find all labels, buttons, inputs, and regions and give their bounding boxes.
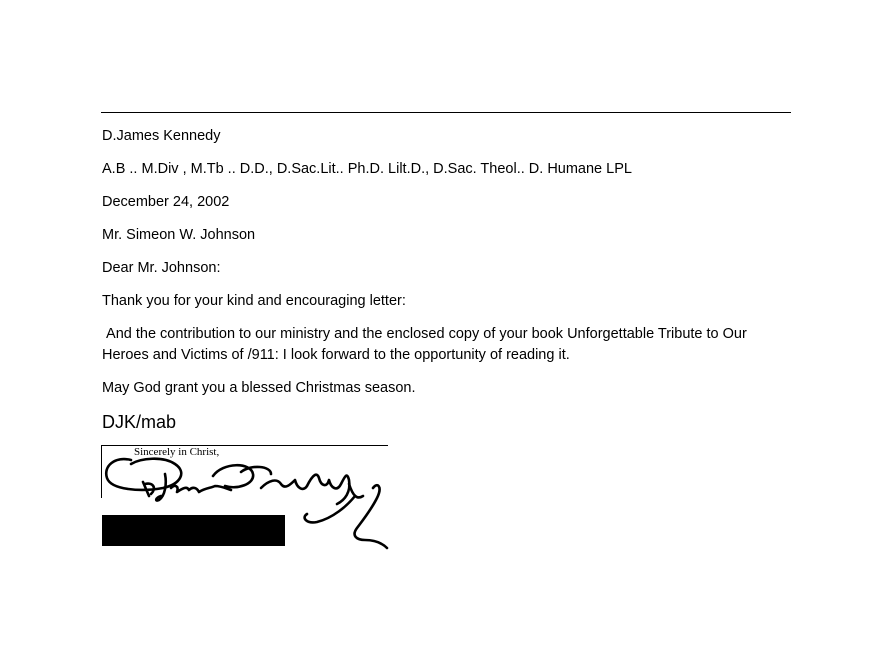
recipient-name: Mr. Simeon W. Johnson bbox=[102, 227, 256, 243]
body-paragraph-3: May God grant you a blessed Christmas season. bbox=[102, 380, 416, 396]
sender-name: D.James Kennedy bbox=[102, 128, 221, 144]
salutation: Dear Mr. Johnson: bbox=[102, 260, 221, 276]
sender-credentials: A.B .. M.Div , M.Tb .. D.D., D.Sac.Lit.. Ph.D. Lilt.D., D.Sac. Theol.. D. Humane LPL bbox=[102, 161, 632, 177]
letter-date: December 24, 2002 bbox=[102, 194, 230, 210]
handwritten-signature bbox=[101, 444, 391, 550]
typist-initials: DJK/mab bbox=[102, 412, 177, 432]
body-paragraph-2: And the contribution to our ministry and the enclosed copy of your book Unforgettable Tribute to Our Heroes and Victims of /911: I look forward to the opportunity of reading it. bbox=[102, 326, 751, 363]
header-rule bbox=[101, 112, 791, 113]
closing-line: Sincerely in Christ, bbox=[134, 446, 220, 458]
body-paragraph-1: Thank you for your kind and encouraging letter: bbox=[102, 293, 406, 309]
signature-block bbox=[101, 444, 391, 550]
